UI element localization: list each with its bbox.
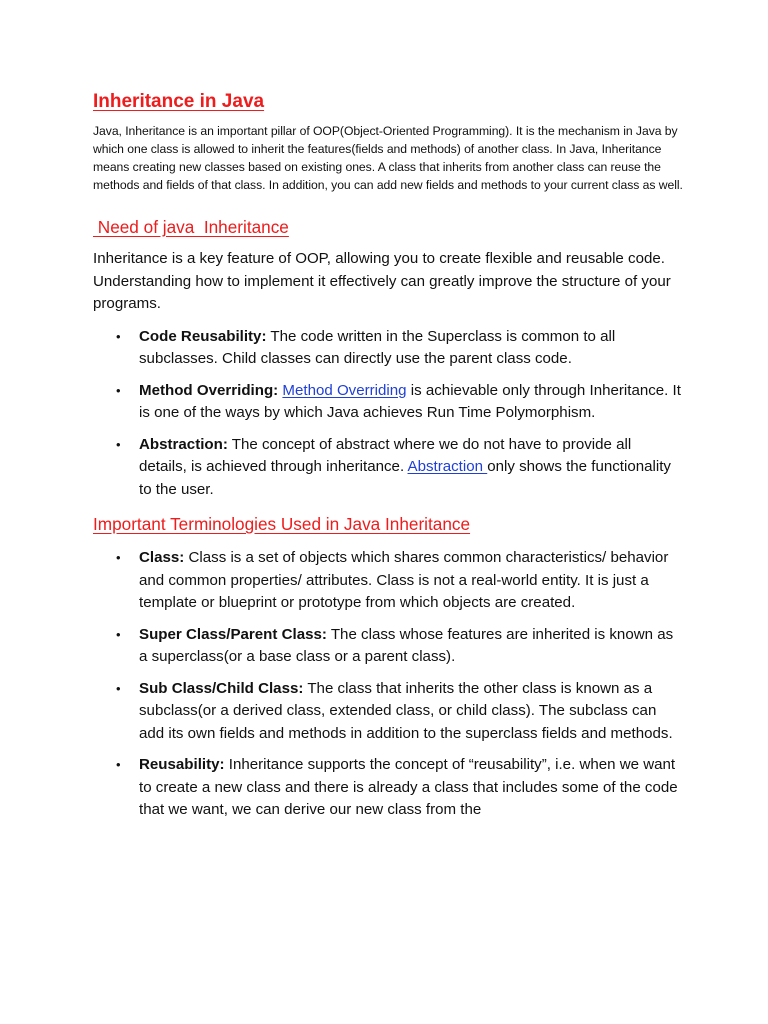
list-item-text: is achievable only through Inheritance. It is one of the ways by which Java achieves Run Time Polymorphism.	[139, 381, 681, 421]
list-item-term: Reusability:	[139, 756, 225, 773]
list-item-text: The class that inherits the other class is known as a subclass(or a derived class, extended class, or child class). The subclass can add its own fields and methods in addition to the superclass fields and methods.	[139, 679, 673, 742]
list-item-text: Class is a set of objects which shares common characteristics/ behavior and common properties/ attributes. Class is not a real-world entity. It is just a template or blueprint or prototype from which objects are created.	[139, 549, 669, 611]
list-item-text: The class whose features are inherited is known as a superclass(or a base class or a parent class).	[139, 625, 674, 665]
need-paragraph: Inheritance is a key feature of OOP, allowing you to create flexible and reusable code. Understanding how to implement it effectively can greatly improve the structure of your programs.	[93, 250, 671, 312]
page-title: Inheritance in Java	[93, 91, 265, 112]
bullet-icon: •	[116, 680, 121, 696]
list-item-term: Sub Class/Child Class:	[139, 679, 304, 697]
list-item-text: only shows the functionality to the user.	[139, 458, 671, 498]
bullet-icon: •	[116, 757, 121, 772]
list-item-reusability	[93, 754, 683, 822]
list-item-sub-class	[93, 678, 683, 746]
bullet-icon: •	[116, 382, 121, 398]
list-item-abstraction	[93, 434, 683, 502]
bullet-icon: •	[116, 328, 121, 344]
list-item-super-class	[93, 624, 683, 669]
list-item-term: Method Overriding:	[139, 381, 279, 399]
method-overriding-link[interactable]: Method Overriding	[282, 381, 407, 399]
list-item-text: Inheritance supports the concept of “reusability”, i.e. when we want to create a new class and there is already a class that includes some of the code that we want, we can derive our new class from the	[139, 756, 678, 818]
terminology-list	[93, 547, 683, 822]
document-content	[93, 88, 683, 831]
bullet-icon: •	[116, 626, 121, 642]
section-heading-need: Need of java Inheritance	[93, 217, 289, 237]
list-item-term: Super Class/Parent Class:	[139, 625, 327, 643]
list-item-method-overriding	[93, 380, 683, 425]
need-list	[93, 326, 683, 502]
abstraction-link[interactable]: Abstraction	[407, 458, 488, 475]
list-item-text: The concept of abstract where we do not have to provide all details, is achieved through inheritance.	[139, 435, 632, 475]
intro-paragraph: Java, Inheritance is an important pillar of OOP(Object-Oriented Programming). It is the mechanism in Java by which one class is allowed to inherit the features(fields and methods) of another class. In Java, Inheritance means creating new classes based on existing ones. A class that inherits from another class can reuse the methods and fields of that class. In addition, you can add new fields and methods to your current class as well.	[93, 124, 683, 192]
list-item-code-reusability	[93, 326, 683, 371]
list-item-term: Class:	[139, 549, 185, 566]
list-item-text: The code written in the Superclass is common to all subclasses. Child classes can directly use the parent class code.	[139, 327, 616, 367]
section-heading-terminologies: Important Terminologies Used in Java Inheritance	[93, 514, 471, 534]
list-item-class	[93, 547, 683, 615]
bullet-icon: •	[116, 550, 121, 565]
bullet-icon: •	[116, 436, 121, 452]
list-item-term: Code Reusability:	[139, 327, 267, 345]
list-item-term: Abstraction:	[139, 435, 228, 453]
